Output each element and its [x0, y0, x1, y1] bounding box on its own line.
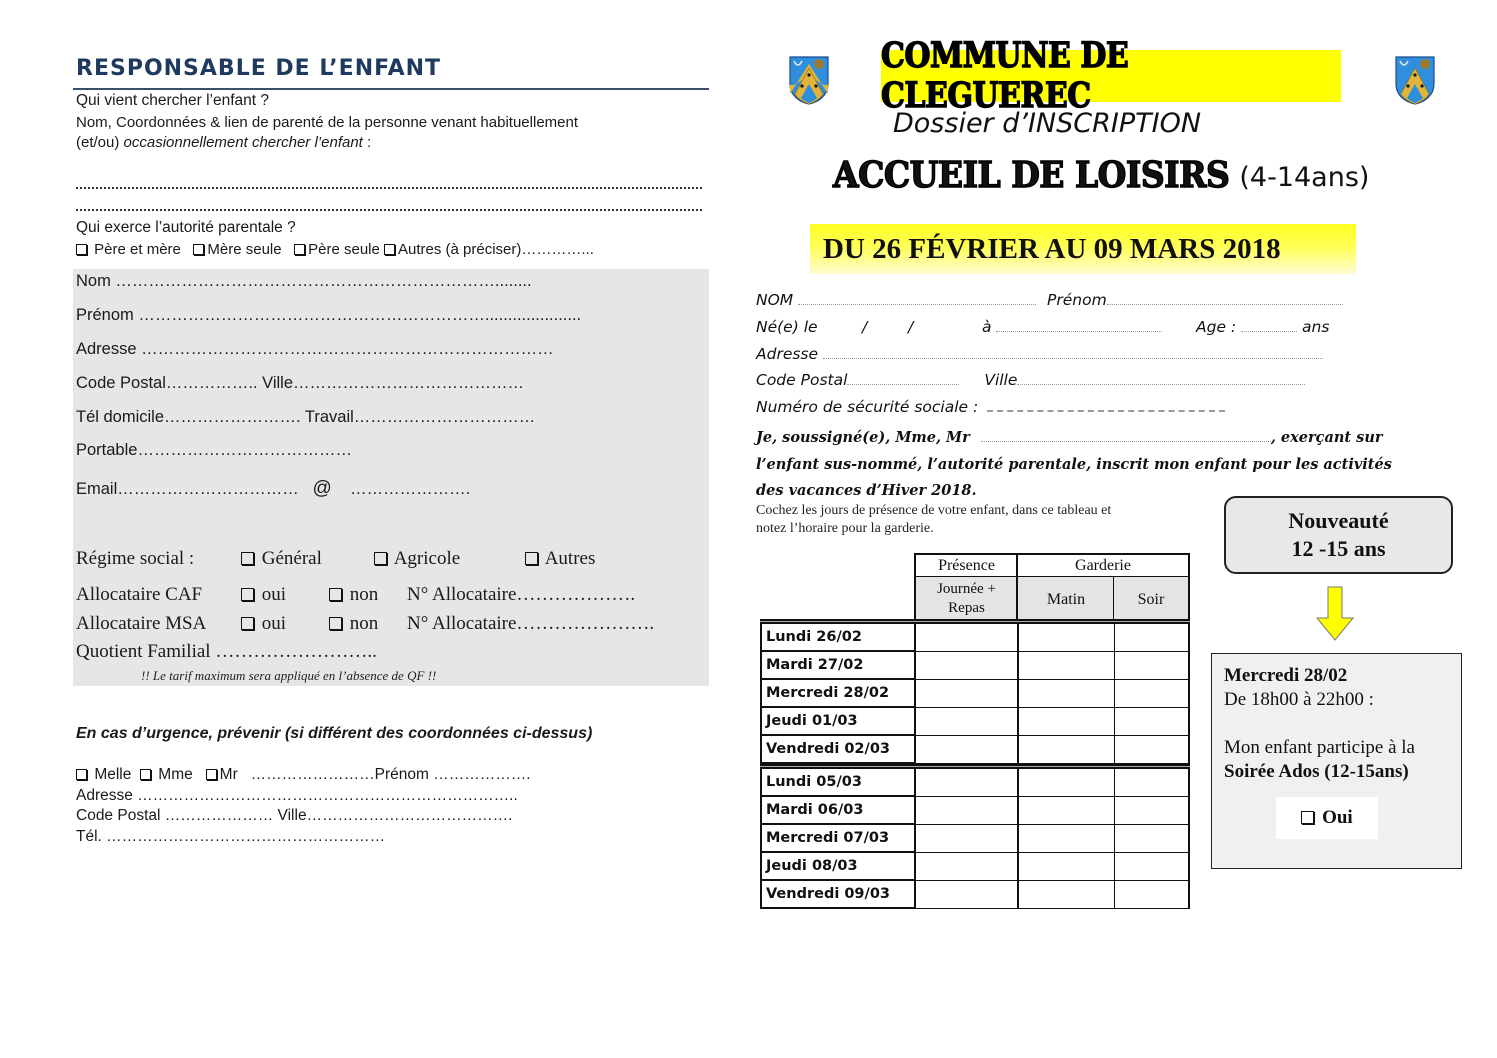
instructions-line-2: notez l’horaire pour la garderie.: [756, 521, 934, 536]
checkbox-icon[interactable]: [193, 244, 204, 255]
cell-garderie-soir[interactable]: [1115, 797, 1188, 824]
cell-garderie-soir[interactable]: [1115, 708, 1188, 735]
option-label: Autres: [544, 548, 596, 569]
authority-question: Qui exerce l’autorité parentale ?: [76, 219, 296, 236]
cell-garderie-soir[interactable]: [1115, 825, 1188, 852]
urgence-adresse-field[interactable]: Adresse ………………………………………………………………..: [76, 787, 518, 804]
pickup-description-2: [76, 134, 371, 151]
ados-hours: De 18h00 à 22h00 :: [1224, 689, 1374, 710]
cell-garderie-matin[interactable]: [1019, 680, 1115, 707]
child-adresse-row: [756, 345, 1323, 363]
pickup-input-line-2[interactable]: [76, 207, 702, 211]
nouveaute-badge: [1224, 496, 1453, 574]
field-email[interactable]: [76, 478, 470, 500]
option-label: oui: [261, 584, 287, 605]
msa-row: [76, 613, 655, 635]
table-subheader-journee: [914, 577, 1017, 621]
header-label: Garderie: [1075, 557, 1131, 574]
cell-journee-repas[interactable]: [916, 736, 1019, 763]
day-label: Mardi 06/03: [762, 797, 916, 825]
header-label: Matin: [1046, 590, 1086, 608]
declaration-text: , exerçant sur: [1270, 429, 1383, 446]
authority-option-both[interactable]: [76, 241, 181, 258]
prenom-label: Prénom: [1047, 291, 1107, 309]
msa-non[interactable]: [329, 613, 378, 635]
cell-garderie-soir[interactable]: [1115, 769, 1188, 796]
field-code-postal-ville[interactable]: Code Postal…………….. Ville……………………………………: [76, 374, 525, 392]
declaration-line-2: l’enfant sus-nommé, l’autorité parentale, inscrit mon enfant pour les activités: [756, 456, 1392, 473]
day-label: Jeudi 01/03: [762, 708, 916, 736]
option-label: Mme: [158, 766, 193, 783]
checkbox-icon[interactable]: [525, 552, 538, 565]
text: :: [362, 134, 372, 151]
ados-oui-option[interactable]: [1276, 797, 1378, 839]
pickup-input-line-1[interactable]: [76, 185, 702, 189]
date-range: DU 26 FÉVRIER AU 09 MARS 2018: [823, 232, 1281, 265]
child-secu-row: [756, 398, 1225, 416]
msa-numero-field[interactable]: N° Allocataire………………….: [407, 613, 655, 634]
email-user[interactable]: Email……………………………: [76, 480, 299, 498]
spacer: [1224, 712, 1449, 736]
nom-label: NOM: [756, 291, 794, 309]
quotient-familial-field[interactable]: Quotient Familial ……………………..: [76, 641, 377, 662]
ados-date: Mercredi 28/02: [1224, 665, 1348, 686]
checkbox-icon[interactable]: [329, 588, 342, 601]
checkbox-icon[interactable]: [384, 244, 395, 255]
date-separator: /: [862, 318, 868, 336]
instructions-line-1: Cochez les jours de présence de votre enfant, dans ce tableau et: [756, 503, 1112, 518]
civ-melle[interactable]: [76, 766, 131, 783]
checkbox-icon[interactable]: [140, 769, 151, 780]
table-row: [760, 708, 1190, 736]
regime-label: Régime social :: [76, 548, 195, 569]
accueil-title: [833, 155, 1369, 194]
child-birth-row: [756, 318, 1330, 336]
option-label: Mère seule: [207, 241, 282, 258]
field-prenom[interactable]: Prénom ……………………………………………………….....................: [76, 306, 582, 324]
declaration-line-3: des vacances d’Hiver 2018.: [756, 482, 977, 499]
cell-journee-repas[interactable]: [916, 680, 1019, 707]
table-row: [760, 825, 1190, 853]
oui-label: Oui: [1322, 807, 1353, 828]
authority-option-other[interactable]: [384, 241, 594, 258]
cell-garderie-soir[interactable]: [1115, 853, 1188, 880]
cell-journee-repas[interactable]: [916, 853, 1019, 880]
age-field: [1196, 318, 1329, 336]
day-label: Vendredi 02/03: [762, 736, 916, 764]
title-underline: [73, 88, 709, 90]
prenom-input[interactable]: [1107, 293, 1343, 305]
regime-general[interactable]: [241, 548, 322, 570]
urgence-title: En cas d’urgence, prévenir (si différent des coordonnées ci-dessus): [76, 725, 593, 742]
checkbox-icon[interactable]: [241, 617, 254, 630]
msa-label: Allocataire MSA: [76, 613, 207, 634]
day-label: Lundi 05/03: [762, 769, 916, 797]
table-row: [760, 797, 1190, 825]
section-title-responsable: RESPONSABLE DE L’ENFANT: [76, 56, 442, 81]
nouveaute-age: 12 -15 ans: [1291, 536, 1386, 561]
pickup-description: Nom, Coordonnées & lien de parenté de la personne venant habituellement: [76, 114, 579, 131]
option-label: Mr: [219, 766, 238, 783]
checkbox-icon[interactable]: [294, 244, 305, 255]
table-row: [760, 881, 1190, 909]
date-separator: /: [908, 318, 914, 336]
qf-note: !! Le tarif maximum sera appliqué en l’absence de QF !!: [141, 668, 437, 683]
cell-garderie-soir[interactable]: [1115, 652, 1188, 679]
option-label: Autres (à préciser)…………...: [398, 241, 594, 258]
adresse-label: Adresse: [756, 345, 819, 363]
coat-of-arms-icon: [1393, 54, 1437, 106]
field-nom[interactable]: Nom ……………………………………………………………........: [76, 272, 532, 290]
email-domain[interactable]: ………………….: [350, 480, 471, 498]
at-sign: @: [312, 478, 332, 499]
authority-option-father[interactable]: [294, 241, 380, 258]
cell-garderie-soir[interactable]: [1115, 881, 1188, 908]
cell-garderie-matin[interactable]: [1019, 769, 1115, 796]
table-row: [760, 769, 1190, 797]
checkbox-icon[interactable]: [76, 769, 87, 780]
birthplace-field: [982, 318, 1162, 336]
option-label: Père et mère: [94, 241, 181, 258]
code-postal-label: Code Postal: [756, 371, 848, 389]
adresse-input[interactable]: [823, 347, 1323, 359]
caf-row: [76, 584, 636, 606]
cell-journee-repas[interactable]: [916, 624, 1019, 651]
civ-mme[interactable]: [140, 766, 193, 783]
code-postal-input[interactable]: [847, 373, 959, 385]
regime-social-row: [76, 548, 596, 570]
day-label: Mardi 27/02: [762, 652, 916, 680]
day-label: Vendredi 09/03: [762, 881, 916, 909]
secu-input[interactable]: [987, 402, 1225, 412]
checkbox-icon[interactable]: [206, 769, 217, 780]
table-row: [760, 853, 1190, 881]
regime-agricole[interactable]: [374, 548, 460, 570]
dossier-title: Dossier d’INSCRIPTION: [893, 108, 1202, 139]
caf-oui[interactable]: [241, 584, 286, 606]
cell-garderie-soir[interactable]: [1115, 680, 1188, 707]
date-banner: [810, 224, 1356, 274]
option-label: Général: [261, 548, 322, 569]
authority-options: [76, 241, 594, 258]
cell-journee-repas[interactable]: [916, 825, 1019, 852]
table-subheader-matin: [1016, 577, 1114, 621]
age-range: (4-14ans): [1239, 162, 1370, 193]
table-header-presence: [914, 553, 1017, 577]
child-nom-row: [756, 291, 1343, 309]
urgence-tel-field[interactable]: Tél. ………………………………………………: [76, 828, 386, 845]
cell-journee-repas[interactable]: [916, 652, 1019, 679]
arrow-down-icon: [1316, 586, 1354, 641]
coat-of-arms-icon: [787, 54, 831, 106]
caf-numero-field[interactable]: N° Allocataire……………….: [407, 584, 636, 605]
urgence-nom-prenom-field[interactable]: ……………………Prénom ……………….: [250, 766, 531, 783]
cell-garderie-matin[interactable]: [1019, 736, 1115, 763]
cell-garderie-matin[interactable]: [1019, 797, 1115, 824]
ados-text: Mon enfant participe à la: [1224, 737, 1415, 758]
option-label: oui: [261, 613, 287, 634]
cell-garderie-soir[interactable]: [1115, 624, 1188, 651]
cell-journee-repas[interactable]: [916, 708, 1019, 735]
cell-garderie-matin[interactable]: [1019, 853, 1115, 880]
urgence-code-postal-field[interactable]: Code Postal ………………… Ville………………………………….: [76, 807, 513, 824]
table-row: [760, 680, 1190, 708]
option-label: Melle: [94, 766, 132, 783]
declarant-input[interactable]: [981, 430, 1271, 442]
pickup-question: Qui vient chercher l’enfant ?: [76, 92, 269, 109]
accueil-label: ACCUEIL DE LOISIRS: [833, 153, 1230, 196]
checkbox-icon[interactable]: [241, 588, 254, 601]
birthplace-input[interactable]: [996, 320, 1162, 332]
table-subheader-soir: [1113, 577, 1190, 621]
cell-garderie-matin[interactable]: [1019, 825, 1115, 852]
table-header-garderie: [1016, 553, 1190, 577]
table-row: [760, 624, 1190, 652]
option-label: non: [349, 613, 379, 634]
cell-garderie-matin[interactable]: [1019, 652, 1115, 679]
cell-garderie-matin[interactable]: [1019, 708, 1115, 735]
ville-label: Ville: [984, 371, 1018, 389]
secu-label: Numéro de sécurité sociale :: [756, 398, 979, 416]
commune-banner: [881, 35, 1341, 117]
day-label: Jeudi 08/03: [762, 853, 916, 881]
birth-label: Né(e) le: [756, 318, 818, 336]
day-label: Lundi 26/02: [762, 624, 916, 652]
field-adresse[interactable]: Adresse …………………………………………………………………: [76, 340, 554, 358]
urgence-civilite-row: [76, 766, 531, 784]
ville-input[interactable]: [1017, 373, 1305, 385]
checkbox-icon[interactable]: [374, 552, 387, 565]
cell-journee-repas[interactable]: [916, 881, 1019, 908]
regime-autres[interactable]: [525, 548, 595, 570]
header-label: Journée + Repas: [937, 581, 996, 616]
day-label: Mercredi 28/02: [762, 680, 916, 708]
table-row: [760, 652, 1190, 680]
text-italic: occasionnellement chercher l’enfant: [123, 134, 363, 151]
child-cp-row: [756, 371, 1305, 389]
cell-garderie-soir[interactable]: [1115, 736, 1188, 763]
cell-journee-repas[interactable]: [916, 797, 1019, 824]
ans-label: ans: [1302, 318, 1330, 336]
civ-mr[interactable]: [206, 766, 238, 783]
field-telephone[interactable]: Tél domicile……………………. Travail……………………………: [76, 408, 536, 426]
nom-input[interactable]: [798, 293, 1036, 305]
age-input[interactable]: [1241, 320, 1297, 332]
caf-label: Allocataire CAF: [76, 584, 203, 605]
declaration-text: Je, soussigné(e), Mme, Mr: [756, 429, 970, 446]
msa-oui[interactable]: [241, 613, 286, 635]
nouveaute-title: Nouveauté: [1288, 508, 1389, 533]
checkbox-icon[interactable]: [76, 244, 87, 255]
field-portable[interactable]: Portable…………………………………: [76, 441, 352, 459]
cell-garderie-matin[interactable]: [1019, 881, 1115, 908]
option-label: Père seule: [308, 241, 380, 258]
authority-option-mother[interactable]: [193, 241, 281, 258]
checkbox-icon[interactable]: [241, 552, 254, 565]
checkbox-icon[interactable]: [1301, 811, 1314, 824]
table-row: [760, 736, 1190, 764]
header-label: Soir: [1137, 590, 1165, 608]
a-label: à: [982, 318, 992, 336]
ados-event: Soirée Ados (12-15ans): [1224, 761, 1409, 782]
header-label: Présence: [938, 557, 995, 574]
commune-title: COMMUNE DE CLEGUEREC: [881, 35, 1129, 117]
text: (et/ou): [76, 134, 124, 151]
caf-non[interactable]: [329, 584, 378, 606]
day-label: Mercredi 07/03: [762, 825, 916, 853]
option-label: non: [349, 584, 379, 605]
cell-garderie-matin[interactable]: [1019, 624, 1115, 651]
option-label: Agricole: [393, 548, 461, 569]
declaration-line-1: [756, 429, 1383, 446]
checkbox-icon[interactable]: [329, 617, 342, 630]
cell-journee-repas[interactable]: [916, 769, 1019, 796]
age-label: Age :: [1196, 318, 1237, 336]
